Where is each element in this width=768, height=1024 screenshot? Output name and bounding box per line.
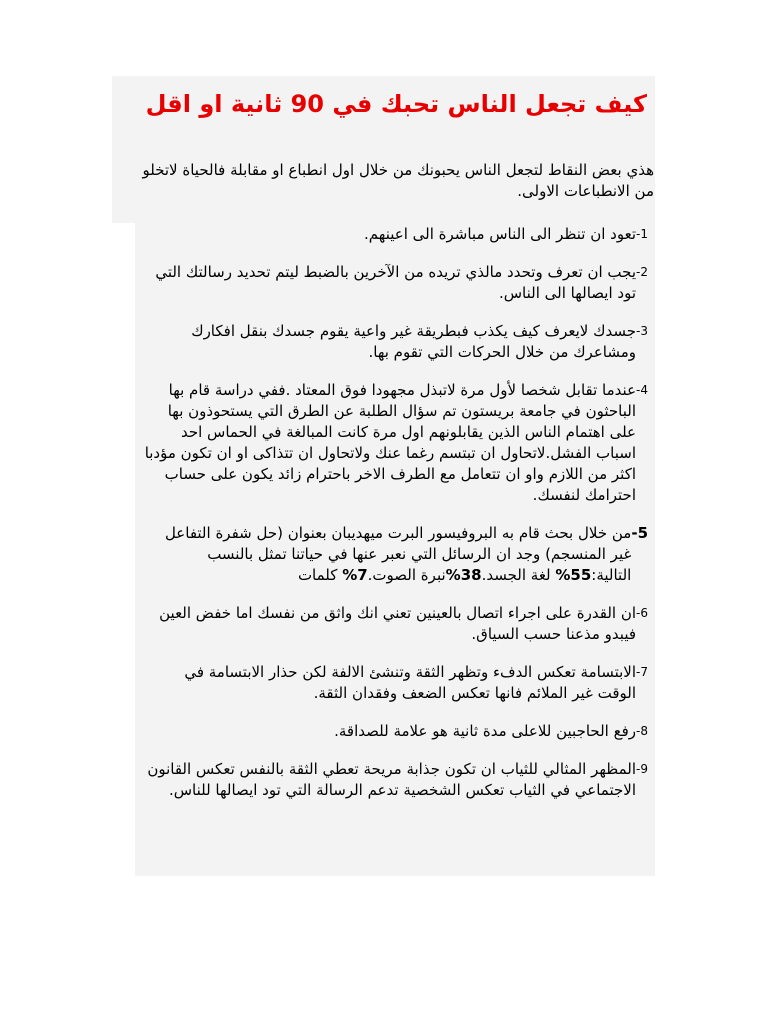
item-number: 2- [636, 265, 648, 279]
item-text-mid2: نبرة الصوت. [367, 566, 446, 584]
percent-voice-tone: 38% [445, 566, 482, 584]
item-text: المظهر المثالي للثياب ان تكون جذابة مريحة تعطي الثقة بالنفس تعكس القانون الاجتماعي في الثياب تعكس الشخصية تدعم الرسالة التي تود ايصالها للناس. [147, 760, 637, 799]
list-item [143, 603, 648, 645]
list-item [143, 662, 648, 704]
item-number: 3- [636, 324, 648, 338]
item-text [143, 523, 631, 586]
list-item [143, 321, 648, 363]
item-text: الابتسامة تعكس الدفء وتظهر الثقة وتنشئ الالفة لكن حذار الابتسامة في الوقت غير الملائم فانها تعكس الضعف وفقدان الثقة. [184, 663, 637, 702]
page-title: كيف تجعل الناس تحبك في 90 ثانية او اقل [145, 90, 647, 118]
tips-list [143, 224, 648, 818]
item-number: 7- [636, 665, 648, 679]
item-number: 9- [636, 762, 648, 776]
item-number: 5- [631, 524, 648, 542]
item-number: 6- [636, 606, 648, 620]
item-text-before: من خلال بحث قام به البروفيسور البرت ميهديبان بعنوان (حل شفرة التفاعل غير المنسجم) وجد ان الرسائل التي نعبر عنها في حياتنا تمثل بالنسب التالية: [164, 524, 632, 584]
percent-words: 7% [342, 566, 368, 584]
item-text: يجب ان تعرف وتحدد مالذي تريده من الآخرين بالضبط ليتم تحديد رسالتك التي تود ايصالها الى الناس. [155, 263, 637, 302]
list-item [143, 262, 648, 304]
list-item [143, 523, 648, 586]
item-text: عندما تقابل شخصا لأول مرة لاتبذل مجهودا فوق المعتاد .ففي دراسة قام بها الباحثون في جامعة بريستون تم سؤال الطلبة عن الطرق التي يستحوذون بها على اهتمام الناس الذين يقابلونهم اول مرة كانت المبالغة في الحماس احد اسباب الفشل.لاتحاول ان تبتسم رغما عنك ولاتحاول ان تتذاكى او ان تكون مؤدبا اكثر من اللازم واو ان تتعامل مع الطرف الاخر باحترام زائد يكون على حساب احترامك لنفسك. [144, 381, 637, 504]
list-item [143, 759, 648, 801]
list-item [143, 224, 648, 245]
item-text: رفع الحاجبين للاعلى مدة ثانية هو علامة للصداقة. [334, 722, 637, 740]
item-text-mid1: لغة الجسد. [481, 566, 556, 584]
item-text-end: كلمات [297, 566, 343, 584]
item-number: 4- [636, 383, 648, 397]
intro-paragraph: هذي بعض النقاط لتجعل الناس يحبونك من خلال اول انطباع او مقابلة فالحياة لاتخلو من الانطباعات الاولى. [142, 161, 654, 200]
item-number: 8- [636, 724, 648, 738]
list-item [143, 380, 648, 506]
item-text: تعود ان تنظر الى الناس مباشرة الى اعينهم. [364, 225, 637, 243]
item-number: 1- [636, 227, 648, 241]
item-text: ان القدرة على اجراء اتصال بالعينين تعني انك واثق من نفسك اما خفض العين فيبدو مذعنا حسب السياق. [159, 604, 637, 643]
list-item [143, 721, 648, 742]
item-text: جسدك لايعرف كيف يكذب فبطريقة غير واعية يقوم جسدك بنقل افكارك ومشاعرك من خلال الحركات التي تقوم بها. [191, 322, 637, 361]
percent-body-language: 55% [555, 566, 592, 584]
